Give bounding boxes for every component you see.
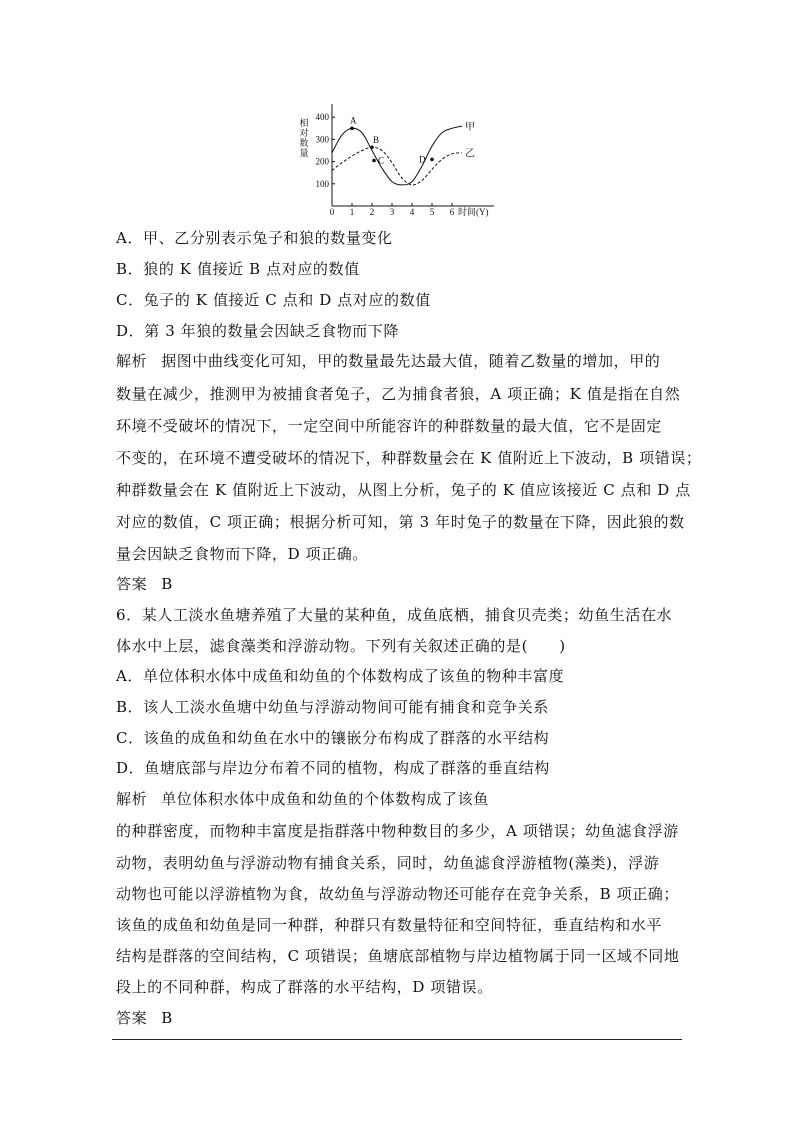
q5-analysis-line: 种群数量会在 K 值附近上下波动，从图上分析，兔子的 K 值应该接近 C 点和 D 点 [116, 481, 691, 499]
q5-analysis-label: 解析 [116, 352, 148, 370]
q6-answer-value: B [161, 1009, 173, 1027]
q5-option-c: C．兔子的 K 值接近 C 点和 D 点对应的数值 [116, 291, 431, 309]
q6-option-c: C．该鱼的成鱼和幼鱼在水中的镶嵌分布构成了群落的水平结构 [116, 729, 550, 747]
point-label: C [378, 155, 385, 166]
x-tick-label: 4 [409, 207, 415, 217]
q6-analysis-label: 解析 [116, 790, 148, 808]
q5-analysis-line: 环境不受破坏的情况下，一定空间中所能容许的种群数量的最大值，它不是固定 [116, 417, 663, 435]
q5-analysis-line: 据图中曲线变化可知，甲的数量最先达最大值，随着乙数量的增加，甲的 [161, 352, 661, 370]
point-marker [350, 127, 354, 131]
y-tick-label: 100 [315, 178, 329, 189]
series-line-yi [332, 147, 462, 185]
y-axis-label-char: 对 [299, 128, 309, 138]
q6-answer [116, 1009, 688, 1027]
series-line-jia [332, 126, 462, 185]
q5-option-a: A．甲、乙分别表示兔子和狼的数量变化 [116, 229, 393, 247]
point-label: D [419, 154, 426, 165]
series-label: 乙 [465, 148, 475, 160]
q5-option-d: D．第 3 年狼的数量会因缺乏食物而下降 [116, 322, 400, 340]
q6-analysis-line: 单位体积水体中成鱼和幼鱼的个体数构成了该鱼 [161, 790, 489, 808]
q6-analysis-first-line [116, 790, 688, 808]
point-marker [430, 158, 434, 162]
q5-option-b: B．狼的 K 值接近 B 点对应的数值 [116, 260, 360, 278]
q6-option-a: A．单位体积水体中成鱼和幼鱼的个体数构成了该鱼的物种丰富度 [116, 667, 565, 685]
y-tick-label: 200 [315, 156, 329, 167]
y-axis-label-char: 相 [299, 118, 309, 128]
q6-analysis-line: 动物也可能以浮游植物为食，故幼鱼与浮游动物还可能存在竞争关系，B 项正确； [116, 885, 679, 903]
q5-analysis-line: 对应的数值，C 项正确；根据分析可知，第 3 年时兔子的数量在下降，因此狼的数 [116, 513, 685, 531]
q6-option-d: D．鱼塘底部与岸边分布着不同的植物，构成了群落的垂直结构 [116, 759, 550, 777]
y-tick-label: 300 [315, 134, 329, 145]
x-tick-label: 6 [449, 207, 455, 217]
x-tick-label: 5 [429, 207, 435, 217]
q6-answer-label: 答案 [116, 1009, 148, 1027]
x-tick-label: 0 [329, 207, 335, 217]
q6-analysis-line: 该鱼的成鱼和幼鱼是同一种群，种群只有数量特征和空间特征，垂直结构和水平 [116, 916, 663, 934]
q5-analysis-line: 数量在减少，推测甲为被捕食者兔子，乙为捕食者狼，A 项正确；K 值是指在自然 [116, 385, 681, 403]
q6-analysis-line: 的种群密度，而物种丰富度是指群落中物种数目的多少，A 项错误；幼鱼滤食浮游 [116, 822, 679, 840]
x-tick-label: 2 [369, 207, 375, 217]
q6-analysis-line: 结构是群落的空间结构，C 项错误；鱼塘底部植物与岸边植物属于同一区域不同地 [116, 947, 680, 965]
x-tick-label: 3 [389, 207, 395, 217]
q5-analysis-line: 量会因缺乏食物而下降，D 项正确。 [116, 545, 368, 563]
y-tick-label: 400 [315, 112, 329, 123]
q5-answer [116, 575, 688, 593]
page-divider [112, 1039, 682, 1040]
point-marker [370, 145, 374, 149]
series-label: 甲 [465, 122, 475, 134]
q6-stem-line: 体水中上层，滤食藻类和浮游动物。下列有关叙述正确的是( ) [116, 637, 566, 655]
q5-analysis-line: 不变的，在环境不遭受破坏的情况下，种群数量会在 K 值附近上下波动，B 项错误； [116, 449, 702, 467]
x-tick-label: 1 [349, 207, 355, 217]
q5-analysis-first-line [116, 352, 688, 370]
q6-analysis-line: 动物，表明幼鱼与浮游动物有捕食关系，同时，幼鱼滤食浮游植物(藻类)，浮游 [116, 854, 660, 872]
q5-answer-value: B [161, 575, 173, 593]
population-chart [292, 100, 504, 218]
y-axis-label-char: 量 [299, 148, 309, 158]
point-label: A [350, 115, 357, 126]
q6-option-b: B．该人工淡水鱼塘中幼鱼与浮游动物间可能有捕食和竞争关系 [116, 698, 549, 716]
population-chart-svg [292, 100, 504, 218]
y-axis-label-char: 数 [299, 138, 309, 148]
q6-stem-line: 6．某人工淡水鱼塘养殖了大量的某种鱼，成鱼底栖，捕食贝壳类；幼鱼生活在水 [116, 606, 673, 624]
x-axis-label: 时间(Y) [458, 207, 489, 217]
point-label: B [373, 135, 380, 146]
q5-answer-label: 答案 [116, 575, 148, 593]
q6-analysis-line: 段上的不同种群，构成了群落的水平结构，D 项错误。 [116, 978, 493, 996]
point-marker [372, 159, 376, 163]
